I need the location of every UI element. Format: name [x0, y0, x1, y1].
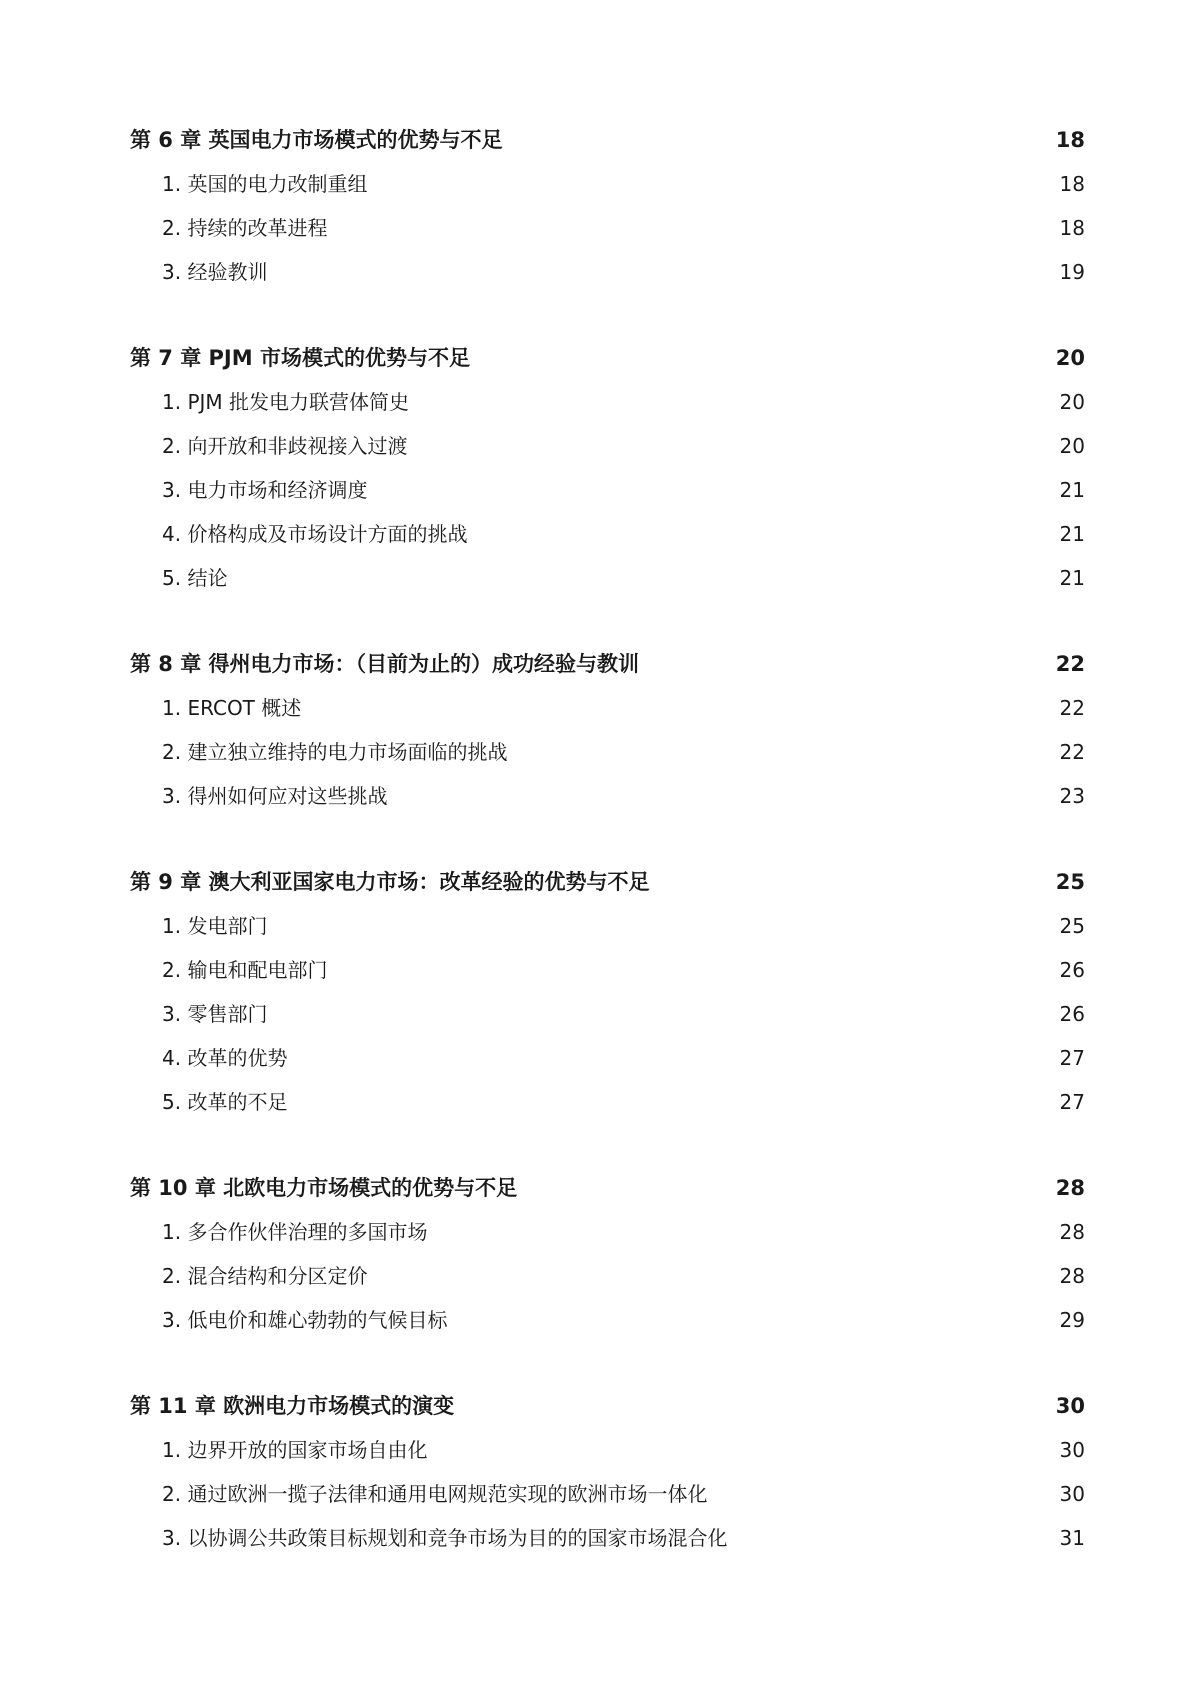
toc-item[interactable]: [130, 250, 1085, 294]
table-of-contents: [130, 118, 1085, 1602]
toc-item-page: 22: [1059, 696, 1085, 720]
toc-item[interactable]: [130, 948, 1085, 992]
toc-item[interactable]: [130, 1036, 1085, 1080]
chapter-heading[interactable]: [130, 1166, 1085, 1210]
toc-item[interactable]: [130, 1210, 1085, 1254]
toc-item-label: 2. 混合结构和分区定价: [162, 1264, 368, 1288]
toc-item[interactable]: [130, 424, 1085, 468]
chapter-page-number: 18: [1055, 128, 1085, 152]
toc-item-label: 5. 结论: [162, 566, 228, 590]
chapter-page-number: 28: [1055, 1176, 1085, 1200]
toc-item[interactable]: [130, 774, 1085, 818]
toc-item-page: 27: [1059, 1090, 1085, 1114]
toc-item-label: 4. 价格构成及市场设计方面的挑战: [162, 522, 468, 546]
toc-item[interactable]: [130, 1472, 1085, 1516]
toc-item-label: 4. 改革的优势: [162, 1046, 288, 1070]
toc-item-label: 2. 向开放和非歧视接入过渡: [162, 434, 408, 458]
toc-item[interactable]: [130, 1254, 1085, 1298]
chapter-heading[interactable]: [130, 642, 1085, 686]
toc-item[interactable]: [130, 1298, 1085, 1342]
toc-item[interactable]: [130, 512, 1085, 556]
chapter-11: [130, 1384, 1085, 1560]
toc-item-page: 20: [1059, 390, 1085, 414]
toc-item-label: 1. PJM 批发电力联营体简史: [162, 390, 410, 414]
toc-item-label: 3. 零售部门: [162, 1002, 268, 1026]
toc-item-label: 1. ERCOT 概述: [162, 696, 302, 720]
toc-item-page: 22: [1059, 740, 1085, 764]
toc-item[interactable]: [130, 904, 1085, 948]
toc-item-label: 1. 发电部门: [162, 914, 268, 938]
toc-item-label: 3. 经验教训: [162, 260, 268, 284]
toc-item-page: 23: [1059, 784, 1085, 808]
toc-item[interactable]: [130, 686, 1085, 730]
chapter-8: [130, 642, 1085, 818]
toc-item-page: 28: [1059, 1220, 1085, 1244]
toc-item-page: 26: [1059, 1002, 1085, 1026]
chapter-heading[interactable]: [130, 860, 1085, 904]
toc-item[interactable]: [130, 162, 1085, 206]
toc-item-page: 27: [1059, 1046, 1085, 1070]
chapter-heading[interactable]: [130, 118, 1085, 162]
chapter-heading[interactable]: [130, 336, 1085, 380]
toc-item-page: 30: [1059, 1482, 1085, 1506]
toc-item[interactable]: [130, 730, 1085, 774]
toc-item[interactable]: [130, 1428, 1085, 1472]
toc-item-label: 3. 低电价和雄心勃勃的气候目标: [162, 1308, 448, 1332]
toc-item[interactable]: [130, 556, 1085, 600]
chapter-page-number: 22: [1055, 652, 1085, 676]
toc-item-label: 3. 得州如何应对这些挑战: [162, 784, 388, 808]
chapter-title: 第 8 章 得州电力市场：（目前为止的）成功经验与教训: [130, 652, 640, 676]
toc-item-page: 18: [1059, 172, 1085, 196]
chapter-title: 第 7 章 PJM 市场模式的优势与不足: [130, 346, 470, 370]
toc-item-page: 25: [1059, 914, 1085, 938]
chapter-title: 第 6 章 英国电力市场模式的优势与不足: [130, 128, 503, 152]
chapter-10: [130, 1166, 1085, 1342]
toc-item[interactable]: [130, 380, 1085, 424]
chapter-page-number: 20: [1055, 346, 1085, 370]
toc-item-page: 29: [1059, 1308, 1085, 1332]
toc-item[interactable]: [130, 468, 1085, 512]
chapter-heading[interactable]: [130, 1384, 1085, 1428]
toc-item-label: 2. 通过欧洲一揽子法律和通用电网规范实现的欧洲市场一体化: [162, 1482, 708, 1506]
chapter-title: 第 9 章 澳大利亚国家电力市场：改革经验的优势与不足: [130, 870, 650, 894]
toc-item-page: 26: [1059, 958, 1085, 982]
toc-item-page: 19: [1059, 260, 1085, 284]
toc-item-label: 1. 边界开放的国家市场自由化: [162, 1438, 428, 1462]
toc-item-label: 3. 以协调公共政策目标规划和竞争市场为目的的国家市场混合化: [162, 1526, 728, 1550]
toc-item-label: 1. 英国的电力改制重组: [162, 172, 368, 196]
toc-item-label: 2. 持续的改革进程: [162, 216, 328, 240]
chapter-7: [130, 336, 1085, 600]
chapter-9: [130, 860, 1085, 1124]
chapter-page-number: 25: [1055, 870, 1085, 894]
toc-item-page: 18: [1059, 216, 1085, 240]
chapter-title: 第 11 章 欧洲电力市场模式的演变: [130, 1394, 455, 1418]
toc-item-label: 5. 改革的不足: [162, 1090, 288, 1114]
chapter-6: [130, 118, 1085, 294]
toc-item-label: 3. 电力市场和经济调度: [162, 478, 368, 502]
toc-item-label: 2. 输电和配电部门: [162, 958, 328, 982]
chapter-page-number: 30: [1055, 1394, 1085, 1418]
toc-item-page: 28: [1059, 1264, 1085, 1288]
toc-item[interactable]: [130, 1516, 1085, 1560]
toc-item[interactable]: [130, 1080, 1085, 1124]
toc-item-page: 21: [1059, 522, 1085, 546]
toc-item-page: 20: [1059, 434, 1085, 458]
toc-item[interactable]: [130, 206, 1085, 250]
toc-item-page: 31: [1059, 1526, 1085, 1550]
toc-item-label: 1. 多合作伙伴治理的多国市场: [162, 1220, 428, 1244]
toc-item-label: 2. 建立独立维持的电力市场面临的挑战: [162, 740, 508, 764]
toc-item-page: 30: [1059, 1438, 1085, 1462]
toc-item-page: 21: [1059, 478, 1085, 502]
toc-item-page: 21: [1059, 566, 1085, 590]
chapter-title: 第 10 章 北欧电力市场模式的优势与不足: [130, 1176, 518, 1200]
toc-item[interactable]: [130, 992, 1085, 1036]
